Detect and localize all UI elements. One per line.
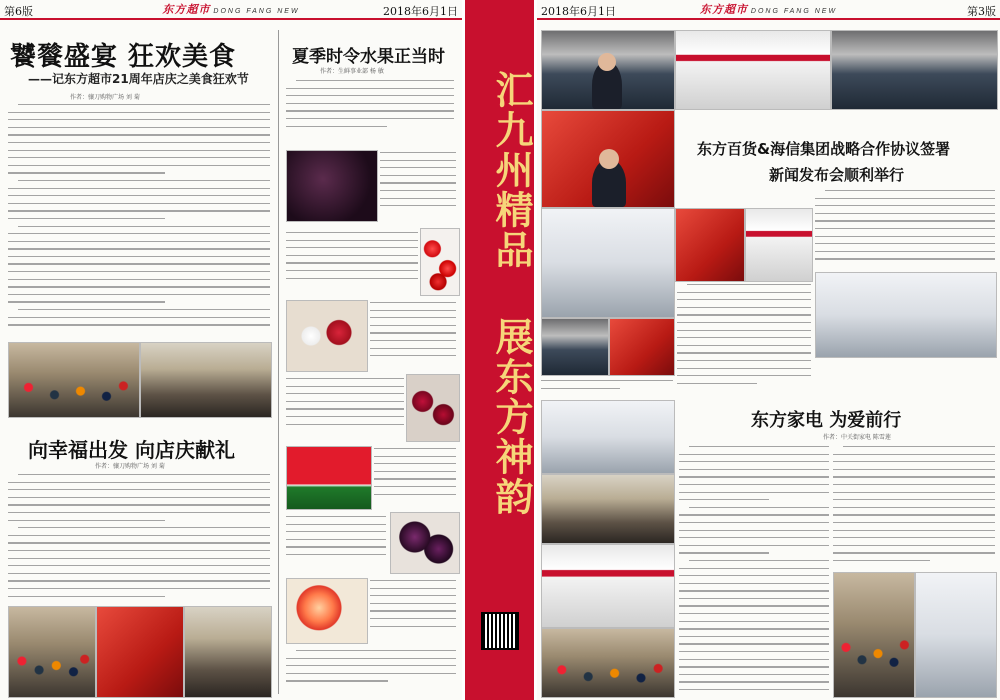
photo-event-1 [8,606,96,698]
photo-crowd-1 [8,342,140,418]
article-byline: 作者：骧刀购物广场 刘 菊 [70,94,140,101]
photo-store-1 [140,342,272,418]
article-body [8,474,270,602]
photo-signing [541,208,675,318]
page-date: 2018年6月1日 [383,5,458,18]
article-byline: 作者：生鲜事业部 杨 敏 [320,68,384,75]
photo-audience [831,30,998,110]
photo-speaker [541,30,675,110]
photo-event-2 [96,606,184,698]
article-title: 东方家电 为爱前行 [751,410,902,431]
fruit-caption-peach [370,580,456,642]
photo-appliance-display [541,474,675,544]
right-page [537,0,1000,700]
article-title-line2: 新闻发布会顺利举行 [769,166,905,184]
page-date: 2018年6月1日 [541,5,616,18]
article-byline: 作者：骧刀购物广场 刘 菊 [95,463,165,470]
photo-presenter-1 [675,208,745,282]
article-body [677,284,811,394]
photo-group [815,272,997,358]
fruit-caption-watermelon [374,448,456,510]
fruit-photo-bayberry [406,374,460,442]
photo-speaker-2 [541,110,675,208]
article-intro [286,80,454,136]
right-page-header [537,0,1000,20]
article-body [815,190,995,270]
photo-appliance-event [541,544,675,628]
fruit-caption-cherry [286,232,418,294]
photo-appliance-store [541,400,675,474]
fruit-photo-lychee [286,300,368,372]
article-subtitle: ——记东方超市21周年店庆之美食狂欢节 [28,72,249,86]
photo-product-1 [541,318,609,376]
fruit-caption-mulberry [380,152,456,222]
masthead-logo: 东方超市 DONG FANG NEW [162,4,300,16]
page-number: 第3版 [967,5,996,18]
article-closing [286,650,456,690]
left-page-header [0,0,462,20]
article-title: 饕餮盛宴 狂欢美食 [10,42,237,72]
photo-appliance-crowd [541,628,675,698]
center-banner [465,0,534,700]
article-body [833,446,995,566]
photo-family-event [833,572,915,698]
masthead-logo: 东方超市 DONG FANG NEW [699,4,838,16]
photo-kitchen-appliances [915,572,997,698]
fruit-caption-plum [286,516,386,572]
photo-event-3 [184,606,272,698]
photo-press-stage [675,30,831,110]
article-body [679,446,829,696]
fruit-photo-peach [286,578,368,644]
article-title: 向幸福出发 向店庆献礼 [28,438,235,462]
page-number: 第6版 [4,5,33,18]
photo-presenter-2 [745,208,813,282]
fruit-photo-plum [390,512,460,574]
banner-slogan: 汇九州精品 展东方神韵 [489,70,534,517]
fruit-caption-lychee [370,302,456,372]
fruit-photo-mulberry [286,150,378,222]
article-title: 夏季时令水果正当时 [292,47,445,67]
left-page [0,0,462,700]
article-title: 东方百货&海信集团战略合作协议签署 [697,140,951,158]
article-body [8,104,270,340]
photo-product-2 [609,318,675,376]
fruit-caption-bayberry [286,378,404,440]
fruit-photo-cherry [420,228,460,296]
fruit-photo-watermelon [286,446,372,510]
article-byline: 作者：中关街家电 陈雪莲 [823,434,891,441]
qr-code[interactable] [481,612,519,650]
